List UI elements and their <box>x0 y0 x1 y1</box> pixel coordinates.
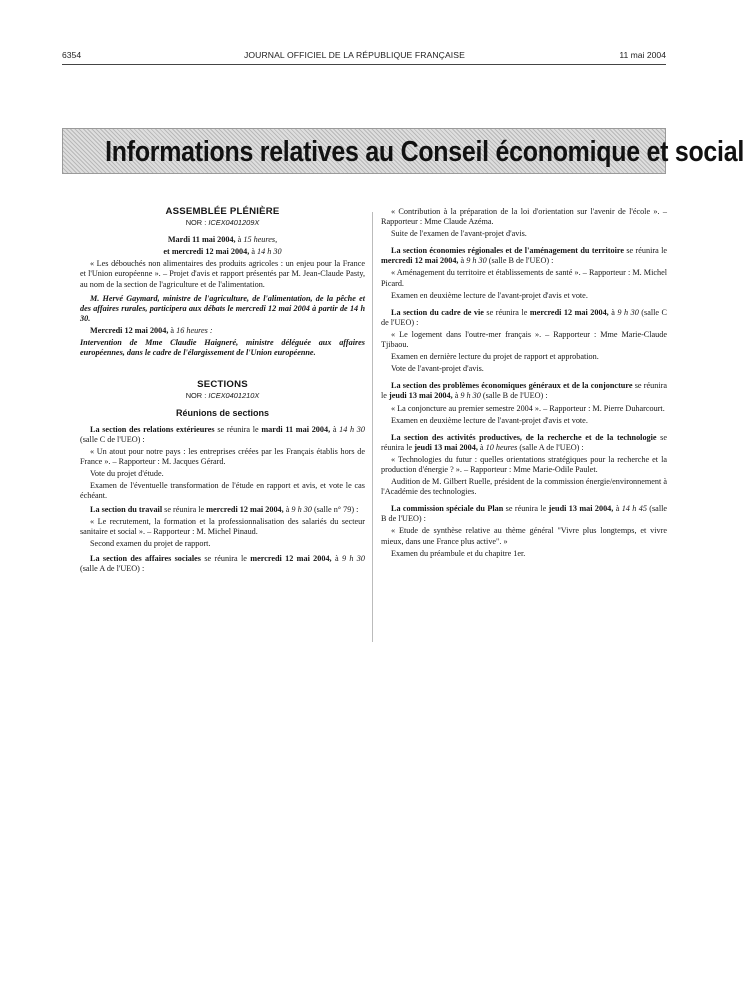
reunions-subheading: Réunions de sections <box>175 408 270 419</box>
assemblee-date-1: Mardi 11 mai 2004, à 15 heures, <box>167 235 278 245</box>
sections-heading: SECTIONS <box>197 379 248 391</box>
eco-reg-topic: « Aménagement du territoire et établissements de santé ». – Rapporteur : M. Michel Picard. <box>381 268 667 288</box>
sections-nor: NOR : ICEX0401210X <box>185 391 260 401</box>
right-column <box>381 207 667 561</box>
cadre-vie-vote: Vote de l'avant-projet d'avis. <box>391 364 484 374</box>
column-divider <box>372 212 373 642</box>
rel-ext-announce: La section des relations extérieures se réunira le mardi 11 mai 2004, à 14 h 30 (salle C de l'UEO) : <box>80 424 365 444</box>
header-rule <box>62 64 666 65</box>
banner-title: Informations relatives au Conseil économique et social <box>105 136 744 168</box>
contribution-topic: « Contribution à la préparation de la loi d'orientation sur l'avenir de l'école ». – Rapporteur : Mme Claude Azéma. <box>381 207 667 227</box>
plan-announce: La commission spéciale du Plan se réunira le jeudi 13 mai 2004, à 14 h 45 (salle B de l'UEO) : <box>381 504 668 524</box>
activites-audition: Audition de M. Gilbert Ruelle, président de la commission énergie/environnement à l'Académie des technologies. <box>381 477 667 497</box>
journal-title: JOURNAL OFFICIEL DE LA RÉPUBLIQUE FRANÇAISE <box>244 50 465 60</box>
assemblee-date-2: et mercredi 12 mai 2004, à 14 h 30 <box>163 247 282 257</box>
activites-topic: « Technologies du futur : quelles orientations stratégiques pour la recherche et la production d'énergie ? ». – Rapporteur : Mme Marie-Odile Paulet. <box>381 454 667 474</box>
conjoncture-topic: « La conjoncture au premier semestre 2004 ». – Rapporteur : M. Pierre Duharcourt. <box>391 403 665 413</box>
rel-ext-topic: « Un atout pour notre pays : les entreprises créées par les Français établis hors de France ». – Rapporteur : M. Jacques Gérard. <box>80 446 365 466</box>
travail-exam: Second examen du projet de rapport. <box>90 539 211 549</box>
cadre-vie-announce: La section du cadre de vie se réunira le mercredi 12 mai 2004, à 9 h 30 (salle C de l'UEO) : <box>381 307 668 327</box>
conjoncture-exam: Examen en deuxième lecture de l'avant-projet d'avis et vote. <box>391 415 588 425</box>
page-number: 6354 <box>62 50 82 60</box>
section-banner <box>62 128 744 174</box>
conjoncture-announce: La section des problèmes économiques généraux et de la conjoncture se réunira le jeudi 13 mai 2004, à 9 h 30 (salle B de l'UEO) : <box>381 381 667 401</box>
assemblee-agenda: « Les débouchés non alimentaires des produits agricoles : un enjeu pour la France et l'Union européenne ». – Projet d'avis et rapport présentés par M. Jean-Claude Pasty, au nom de la section de l'agriculture et de l'alimentation. <box>80 259 365 289</box>
rel-ext-vote: Vote du projet d'étude. <box>90 468 164 478</box>
cadre-vie-topic: « Le logement dans l'outre-mer français ». – Rapporteur : Mme Marie-Claude Tjibaou. <box>381 329 667 350</box>
contribution-suite: Suite de l'examen de l'avant-projet d'avis. <box>391 229 527 239</box>
assemblee-heading: ASSEMBLÉE PLÉNIÈRE <box>165 206 280 217</box>
cadre-vie-exam: Examen en dernière lecture du projet de rapport et approbation. <box>391 352 599 362</box>
minister-haignere: Intervention de Mme Claudie Haigneré, ministre déléguée aux affaires européennes, dans le cadre de l'élargissement de l'Union européenne. <box>80 338 365 358</box>
issue-date: 11 mai 2004 <box>619 50 666 60</box>
left-column <box>80 207 365 576</box>
mercredi-session: Mercredi 12 mai 2004, à 16 heures : <box>90 325 213 335</box>
travail-announce: La section du travail se réunira le mercredi 12 mai 2004, à 9 h 30 (salle n° 79) : <box>90 505 359 515</box>
running-head <box>62 50 666 64</box>
plan-exam: Examen du préambule et du chapitre 1er. <box>391 548 526 558</box>
rel-ext-exam: Examen de l'éventuelle transformation de l'étude en rapport et avis, et vote le cas échéant. <box>80 480 365 501</box>
activites-announce: La section des activités productives, de la recherche et de la technologie se réunira le jeudi 13 mai 2004, à 10 heures (salle A de l'UEO) : <box>381 432 667 452</box>
plan-topic: « Etude de synthèse relative au thème général "Vivre plus longtemps, et vivre mieux, dans une France plus active". » <box>381 526 667 546</box>
eco-reg-announce: La section économies régionales et de l'aménagement du territoire se réunira le mercredi 12 mai 2004, à 9 h 30 (salle B de l'UEO) : <box>381 246 667 266</box>
eco-reg-exam: Examen en deuxième lecture de l'avant-projet d'avis et vote. <box>391 290 588 300</box>
assemblee-nor: NOR : ICEX0401209X <box>185 218 260 228</box>
sociales-announce: La section des affaires sociales se réunira le mercredi 12 mai 2004, à 9 h 30 (salle A de l'UEO) : <box>80 553 365 573</box>
minister-gaymard: M. Hervé Gaymard, ministre de l'agriculture, de l'alimentation, de la pêche et des affaires rurales, participera aux débats le mercredi 12 mai 2004 à partir de 14 h 30. <box>80 293 365 323</box>
travail-topic: « Le recrutement, la formation et la professionnalisation des salariés du secteur sanitaire et social ». – Rapporteur : M. Michel Pinaud. <box>80 517 365 537</box>
